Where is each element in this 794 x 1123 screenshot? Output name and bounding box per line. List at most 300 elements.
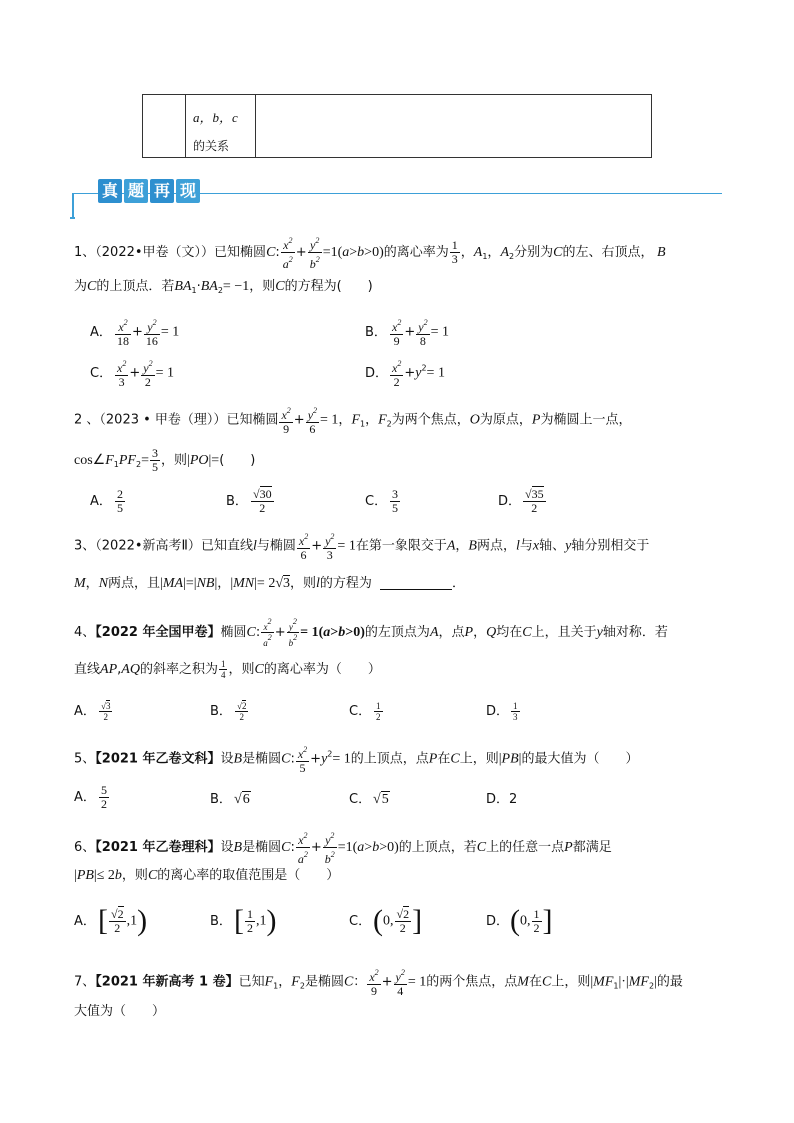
math-fragment: $y^2$ [395, 968, 405, 984]
math-fragment [115, 488, 125, 515]
math-fragment: A [500, 245, 509, 260]
math-fragment: 2 [400, 968, 405, 977]
math-fragment: 3 [105, 701, 111, 711]
text-fragment: 的两个焦点，点 [426, 974, 518, 990]
math-fragment: 2 [303, 831, 308, 840]
math-fragment: B [653, 245, 666, 260]
math-fragment: 2 [330, 532, 335, 541]
math-fragment: $x^2$ [392, 318, 402, 334]
math-fragment: 2 [531, 501, 538, 515]
math-fragment: [ [234, 904, 244, 937]
math-fragment [219, 659, 228, 680]
question-6-option-c[interactable] [349, 904, 422, 938]
section-char: 真 [98, 179, 122, 203]
math-fragment: | [230, 576, 234, 591]
math-fragment [323, 530, 336, 562]
math-fragment: MN [233, 576, 255, 591]
question-6-line-1: 6、【2021 年乙卷理科】设B是椭圆C: $\frac{x^2}{a^2}$ + $\frac{y^2}{b^2}$ =1(a>b>0)的上顶点，若C上的任意一点P都满足 [74, 831, 612, 866]
math-fragment: B [233, 751, 243, 767]
text-fragment: ． [451, 576, 465, 591]
question-1-option-d[interactable]: D． $\frac{x^2}{2}$ $+y^2= 1$ [365, 359, 445, 389]
math-fragment: 3 [513, 712, 518, 722]
math-fragment: 2 [330, 850, 335, 859]
math-fragment: b [372, 840, 380, 855]
math-fragment: $y^2$ [143, 359, 153, 375]
math-fragment: √5 [373, 792, 389, 807]
math-fragment: 18 [117, 334, 129, 348]
math-fragment: B [233, 840, 243, 855]
question-5-option-d[interactable] [486, 788, 517, 807]
math-fragment: 5 [392, 501, 398, 515]
math-fragment: C [147, 868, 158, 883]
math-fragment [532, 908, 542, 935]
question-2-line-2 [74, 447, 255, 475]
text-fragment: ，则 [121, 868, 148, 883]
text-fragment: D．2 [486, 792, 518, 807]
math-fragment [390, 316, 403, 348]
math-fragment: MA [162, 576, 184, 591]
math-fragment: 2 [397, 318, 402, 327]
text-fragment: 分别为 [514, 245, 554, 260]
question-5-option-a[interactable] [74, 784, 110, 811]
question-1-option-b[interactable]: B． $\frac{x^2}{9}$ + $\frac{y^2}{8}$ = 1 [365, 318, 449, 348]
text-fragment: （2022•甲卷（文）） [95, 245, 215, 260]
question-2-option-a[interactable] [90, 488, 126, 515]
math-fragment [279, 404, 292, 436]
text-fragment: B． [226, 494, 248, 509]
property-table [142, 94, 652, 158]
text-fragment: C． [349, 792, 372, 807]
text-fragment: C． [349, 913, 372, 929]
math-fragment: 2 [117, 906, 124, 921]
math-fragment: √2 [237, 701, 247, 711]
text-fragment: 已知椭圆 [214, 245, 267, 260]
question-6-line-2 [74, 866, 339, 886]
text-fragment: 的离心率为（ ） [263, 662, 381, 677]
text-fragment: 的左、右顶点， [562, 245, 654, 260]
math-fragment: 16 [145, 334, 158, 348]
question-1-line-1: 1、（2022•甲卷（文））已知椭圆C: $\frac{x^2}{a^2}$ + $\frac{y^2}{b^2}$ =1(a>b>0)的离心率为 $\frac{1}{3}$ ，$A_1$，$A_2$分别为C的左、右顶点， B [74, 236, 666, 271]
math-fragment: A [446, 538, 456, 554]
math-fragment: 2 [122, 359, 127, 368]
question-5-option-c[interactable] [349, 788, 390, 808]
math-fragment: $x^2$ [281, 406, 291, 422]
question-7-line-2 [74, 1002, 165, 1022]
math-fragment: C [246, 625, 256, 640]
math-fragment: > [349, 245, 358, 260]
math-fragment: $a^2$ [282, 255, 293, 271]
text-fragment: 【2021 年乙卷理科】 [95, 840, 221, 855]
math-fragment: =1( [322, 245, 343, 260]
math-fragment [287, 617, 300, 648]
math-fragment: = 1 [332, 751, 351, 767]
question-4-line-1: 4、【2022 年全国甲卷】椭圆C: $\frac{x^2}{a^2}$ + $\frac{y^2}{b^2}$ = 1(a>b>0)的左顶点为A，点P，Q均在C上，且关于y轴对称．若 [74, 617, 668, 648]
math-fragment [144, 316, 160, 348]
math-fragment: ) [137, 904, 148, 937]
text-fragment: 为 [74, 279, 88, 294]
math-fragment: $y^2$ [144, 316, 160, 335]
math-fragment: ) [266, 904, 277, 937]
math-fragment: 2 [397, 359, 402, 368]
math-fragment: C [541, 974, 552, 990]
text-fragment: B． [210, 704, 232, 719]
math-fragment: a [342, 245, 350, 260]
text-fragment: 轴分别相交于 [571, 538, 650, 554]
math-fragment: 6 [242, 792, 250, 807]
section-corner-foot [70, 217, 75, 219]
text-fragment: 均在 [496, 625, 523, 640]
math-fragment [99, 701, 112, 722]
math-fragment: >0) [345, 625, 365, 640]
math-fragment: F [105, 453, 114, 468]
math-fragment: 2 [423, 318, 428, 327]
text-fragment: （2022•新高考Ⅱ） [95, 538, 201, 554]
math-fragment: |= [208, 453, 220, 468]
math-fragment: 9 [370, 984, 377, 998]
section-char: 题 [124, 179, 148, 203]
math-fragment: 0, [520, 913, 531, 929]
math-fragment: 2 [286, 406, 291, 415]
math-fragment: C [450, 751, 460, 767]
math-fragment: BA [200, 279, 218, 294]
math-fragment: ,1 [126, 913, 138, 929]
text-fragment: 的最大值为（ ） [521, 751, 639, 767]
question-2-line-1: 2 、（2023 • 甲卷（理））已知椭圆 $\frac{x^2}{9}$ + $\frac{y^2}{6}$ = 1，$F_1$，$F_2$为两个焦点，O为原点，P为椭圆上一点， [74, 406, 632, 436]
text-fragment: 5、 [74, 751, 96, 767]
math-fragment: 2 [135, 460, 142, 469]
question-4-line-2: 直线AP,AQ的斜率之积为 $\frac{1}{4}$ ，则C的离心率为（ ） [74, 659, 381, 680]
text-fragment: 为椭圆上一点， [540, 412, 632, 428]
math-fragment: [ [98, 904, 108, 937]
math-fragment: $y^2$ [287, 617, 300, 633]
table-row-label [186, 95, 256, 157]
math-fragment: 2 [315, 255, 320, 264]
text-fragment: C． [349, 704, 372, 719]
math-fragment [296, 743, 309, 775]
question-6-option-b[interactable] [210, 904, 277, 938]
math-fragment [390, 488, 400, 515]
math-fragment: 2 [313, 406, 318, 415]
text-fragment: 已知 [238, 974, 265, 990]
math-fragment: | [518, 751, 522, 767]
math-fragment: a [357, 840, 365, 855]
question-5-option-b[interactable] [210, 788, 251, 808]
math-fragment: | [187, 453, 190, 468]
text-fragment: 与 [519, 538, 533, 554]
text-fragment: D． [365, 365, 389, 381]
text-fragment: A． [74, 704, 96, 719]
math-fragment: y [321, 751, 328, 767]
math-fragment: 1 [113, 460, 119, 469]
math-fragment: PF [118, 453, 136, 468]
math-fragment: $x^2$ [392, 359, 402, 375]
math-fragment: BA [174, 279, 192, 294]
math-fragment: 9 [283, 422, 290, 436]
math-fragment: | [74, 868, 77, 883]
math-fragment: 0, [383, 913, 394, 929]
text-fragment: A． [74, 913, 96, 929]
math-fragment: MF [628, 974, 649, 990]
math-fragment: C [522, 625, 532, 640]
math-fragment: $x^2$ [369, 968, 379, 984]
math-fragment: $x^2$ [298, 532, 309, 548]
text-fragment: ，则 [249, 279, 276, 294]
math-fragment: √3 [101, 701, 111, 711]
math-fragment: PB [501, 751, 519, 767]
math-fragment: 2 [241, 701, 247, 711]
question-3-line-1: 3、（2022•新高考Ⅱ）已知直线l与椭圆 $\frac{x^2}{6}$ + $\frac{y^2}{3}$ = 1在第一象限交于A，B两点，l与x轴、y轴分别相交于 [74, 532, 650, 562]
math-fragment: $y^2$ [418, 318, 428, 334]
math-fragment: 3 [392, 487, 398, 501]
text-fragment: D． [486, 704, 510, 719]
math-fragment: 2 [217, 286, 223, 295]
math-fragment [523, 488, 546, 515]
math-fragment: 2 [144, 375, 151, 389]
math-fragment [395, 908, 412, 935]
math-fragment: $b^2$ [309, 255, 320, 271]
math-fragment: 6 [300, 548, 307, 562]
math-fragment: = 1 [430, 324, 449, 340]
math-fragment: 2 [403, 906, 410, 921]
math-fragment: $a^2$ [297, 850, 308, 866]
text-fragment: 的离心率为 [383, 245, 449, 260]
math-fragment [99, 784, 109, 811]
math-fragment: y [415, 365, 422, 381]
math-fragment: 2 [267, 633, 272, 642]
math-fragment: 5 [299, 761, 306, 775]
text-fragment: 【2021 年乙卷文科】 [95, 751, 221, 767]
math-fragment: 1 [273, 981, 279, 991]
question-4-option-a[interactable] [74, 700, 113, 722]
math-fragment: 2 [247, 920, 253, 935]
text-fragment: 两点， [476, 538, 516, 554]
text-fragment: A． [90, 494, 112, 509]
text-fragment: ， [338, 412, 352, 428]
math-fragment: 2 [239, 712, 244, 722]
math-fragment: y [596, 625, 603, 640]
math-fragment: | [214, 576, 218, 591]
answer-blank[interactable] [380, 577, 452, 590]
math-fragment: C [343, 974, 354, 990]
math-fragment: = 1 [155, 365, 174, 381]
math-fragment: a [323, 625, 331, 640]
text-fragment: 直线 [74, 662, 101, 677]
math-fragment: 5 [381, 792, 389, 807]
math-fragment: 1 [191, 286, 197, 295]
text-fragment: 轴对称．若 [602, 625, 668, 640]
math-fragment: 2 [304, 532, 309, 541]
math-fragment: b [357, 245, 365, 260]
text-fragment: 设 [220, 751, 234, 767]
math-fragment: 1 [247, 906, 253, 921]
question-4-option-b[interactable] [210, 700, 249, 722]
math-fragment: 2 [421, 363, 427, 373]
math-fragment: C [87, 279, 97, 294]
math-fragment: P [564, 840, 573, 855]
question-1-option-a[interactable]: A． $\frac{x^2}{18}$ + $\frac{y^2}{16}$ = 1 [90, 318, 180, 348]
text-fragment: 的上顶点，点 [350, 751, 429, 767]
math-fragment: C [254, 662, 264, 677]
text-fragment: 的斜率之积为 [139, 662, 218, 677]
math-fragment: 2 [376, 712, 381, 722]
math-fragment [115, 357, 128, 389]
question-2-option-c[interactable] [365, 488, 401, 515]
math-fragment: =1( [337, 840, 358, 855]
question-2-option-b[interactable] [226, 488, 275, 515]
question-3-line-2: M，N两点，且|MA|=|NB|，|MN|= 2√3，则l的方程为 ． [74, 576, 465, 591]
math-fragment: F [264, 974, 274, 990]
math-fragment: 4 [397, 984, 404, 998]
math-fragment [297, 530, 310, 562]
math-fragment: 2 [293, 633, 298, 642]
math-fragment: ,1 [256, 913, 267, 929]
math-fragment: 2 [152, 318, 157, 327]
math-fragment: 2 [648, 981, 655, 991]
text-fragment: B． [210, 792, 232, 807]
math-fragment: | [654, 974, 657, 990]
text-fragment: B． [365, 324, 387, 340]
math-fragment [306, 404, 319, 436]
math-fragment [115, 316, 131, 348]
text-fragment: 的离心率的取值范围是（ ） [157, 868, 340, 883]
text-fragment: D． [498, 494, 522, 509]
text-fragment: 2 、 [74, 412, 100, 428]
math-fragment [245, 908, 255, 935]
math-fragment: 9 [393, 334, 400, 348]
math-fragment [150, 447, 160, 474]
question-1-option-c[interactable]: C． $\frac{x^2}{3}$ + $\frac{y^2}{2}$ = 1 [90, 359, 174, 389]
math-fragment: 8 [419, 334, 426, 348]
text-fragment: 在 [437, 751, 451, 767]
math-fragment: N [98, 576, 109, 591]
relation-label: 的关系 [193, 139, 230, 153]
math-fragment: 2 [103, 712, 108, 722]
math-fragment [296, 829, 310, 866]
math-fragment: |≤ 2 [93, 868, 115, 883]
math-fragment: 2 [533, 920, 540, 935]
text-fragment: 已知直线 [200, 538, 253, 554]
math-fragment: ( [510, 904, 520, 937]
math-fragment [141, 357, 154, 389]
math-fragment: 1 [513, 701, 518, 711]
math-fragment: MF [593, 974, 614, 990]
question-6-option-a[interactable] [74, 904, 147, 938]
text-fragment: ，则 [290, 576, 317, 591]
question-6-option-d[interactable] [486, 904, 553, 938]
text-fragment: 上的任意一点 [486, 840, 565, 855]
text-fragment: A． [74, 790, 96, 805]
math-fragment: √6 [234, 792, 250, 807]
math-fragment: P [464, 625, 474, 640]
math-fragment [394, 966, 407, 998]
text-fragment: 的方程为( ) [284, 279, 373, 294]
text-fragment: 3、 [74, 538, 96, 554]
text-fragment: 4、 [74, 625, 96, 640]
text-fragment: 的上顶点，若 [398, 840, 477, 855]
math-fragment: A [429, 625, 439, 640]
math-fragment: 1 [220, 659, 226, 669]
math-fragment: $x^2$ [117, 359, 127, 375]
math-fragment: C [553, 245, 563, 260]
section-char: 再 [150, 179, 174, 203]
math-fragment: B [468, 538, 477, 554]
math-fragment: C [281, 751, 291, 767]
math-fragment: F [291, 974, 300, 990]
math-fragment: 2 [303, 850, 308, 859]
text-fragment: B． [210, 913, 232, 929]
math-fragment: l [252, 538, 257, 554]
math-fragment [450, 239, 460, 266]
math-fragment: b [338, 625, 346, 640]
text-fragment: 【2022 年全国甲卷】 [95, 625, 221, 640]
math-fragment [323, 829, 337, 866]
math-fragment: | [498, 751, 502, 767]
math-fragment: $y^2$ [325, 532, 335, 548]
math-fragment: 2 [288, 236, 293, 245]
math-fragment: 2 [117, 487, 123, 501]
math-fragment: $x^2$ [297, 745, 308, 761]
math-fragment: A [473, 245, 483, 260]
math-fragment: $b^2$ [288, 633, 298, 648]
math-fragment: O [469, 412, 480, 428]
math-fragment: 2 [399, 920, 406, 935]
math-fragment: 2 [330, 831, 335, 840]
math-fragment: = 1( [300, 625, 324, 640]
math-fragment: $b^2$ [324, 850, 335, 866]
math-fragment: 3 [118, 375, 125, 389]
math-fragment: 3 [283, 576, 291, 591]
math-fragment: = 1 [407, 974, 427, 990]
math-fragment: √2 [396, 906, 410, 921]
math-fragment: 1 [360, 419, 366, 429]
math-fragment: l [316, 576, 320, 591]
question-4-option-c[interactable] [349, 700, 384, 722]
text-fragment: ( ) [219, 453, 256, 468]
math-fragment: 3 [326, 548, 333, 562]
section-corner [72, 193, 74, 219]
text-fragment: 已知椭圆 [226, 412, 279, 428]
math-fragment: ] [412, 904, 423, 937]
math-fragment: |·| [618, 974, 629, 990]
math-fragment: C [275, 279, 285, 294]
section-title [98, 179, 200, 203]
math-fragment: = 1 [320, 412, 339, 428]
question-4-option-d[interactable] [486, 700, 521, 722]
math-fragment: PB [76, 868, 94, 883]
math-fragment [374, 701, 383, 722]
math-fragment [416, 316, 429, 348]
text-fragment: 上，则 [551, 974, 591, 990]
math-fragment: $y^2$ [307, 406, 318, 422]
text-fragment: 上，则 [459, 751, 499, 767]
math-fragment: 2 [114, 920, 121, 935]
math-fragment: 2 [327, 749, 333, 759]
math-fragment [308, 234, 322, 271]
math-fragment: F [351, 412, 360, 428]
math-fragment [367, 966, 380, 998]
text-fragment: 上，且关于 [531, 625, 597, 640]
math-fragment: |=| [183, 576, 197, 591]
math-fragment: P [428, 751, 438, 767]
text-fragment: 【2021 年新高考 1 卷】 [95, 974, 239, 990]
math-fragment: |= 2√3 [254, 576, 291, 591]
text-fragment: ，点 [438, 625, 465, 640]
math-fragment: $x^2$ [115, 316, 131, 335]
math-fragment: Q [486, 625, 497, 640]
text-fragment: 为两个焦点， [391, 412, 470, 428]
question-2-option-d[interactable] [498, 488, 547, 515]
math-fragment [235, 701, 248, 722]
